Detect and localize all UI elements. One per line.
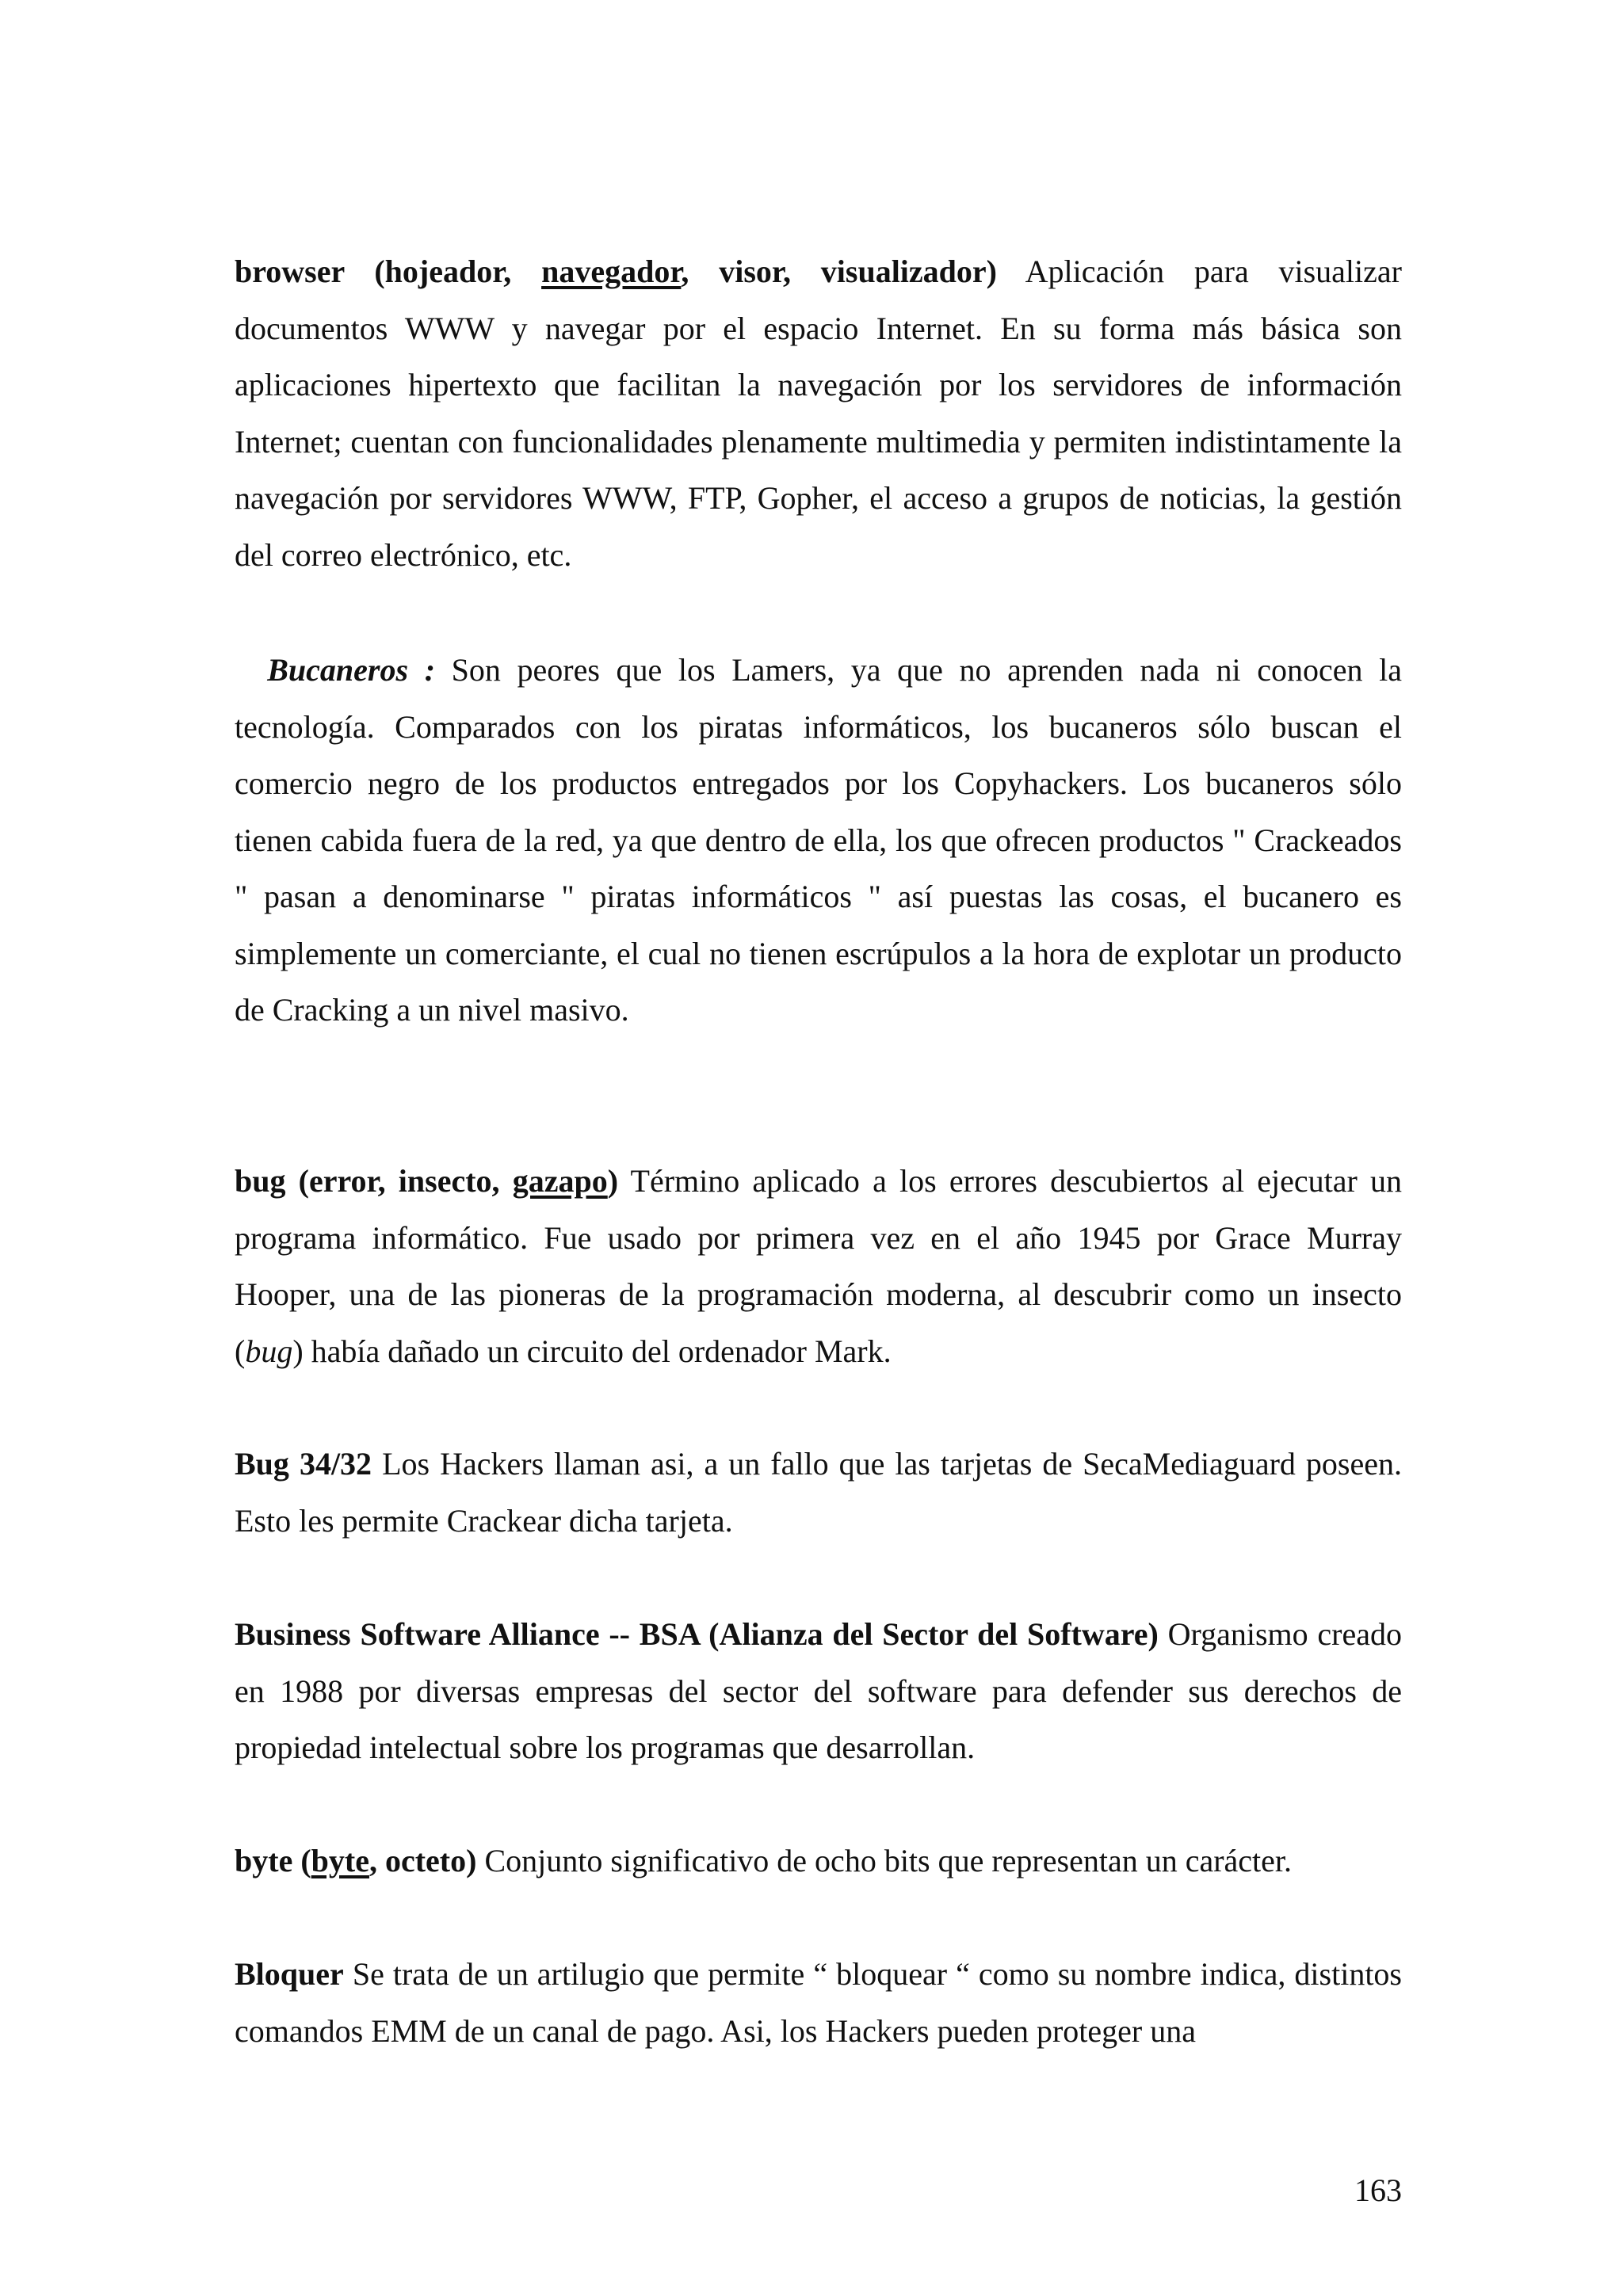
underlined-term: byte: [311, 1843, 369, 1878]
entry-term: Business Software Alliance -- BSA (Alianza del Sector del Software): [235, 1616, 1159, 1652]
entry-term: browser (hojeador, navegador, visor, visualizador): [235, 254, 997, 289]
glossary-entry-bloquer: [235, 1946, 1402, 2059]
glossary-entry-bug: [235, 1153, 1402, 1379]
entry-definition: Término aplicado a los errores descubiertos al ejecutar un programa informático. Fue usado por primera vez en el año 1945 por Grace Murray Hooper, una de las pioneras de la programación moderna, al descubrir como un insecto (: [235, 1163, 1403, 1369]
entry-term: Bucaneros :: [267, 652, 436, 688]
underlined-term: navegador: [541, 254, 682, 289]
page-number: 163: [1354, 2172, 1402, 2208]
entry-definition-end: ) había dañado un circuito del ordenador Mark.: [292, 1333, 892, 1369]
italic-word: bug: [245, 1333, 293, 1369]
underlined-term: gazapo: [512, 1163, 608, 1199]
entry-definition: Son peores que los Lamers, ya que no aprenden nada ni conocen la tecnología. Comparados con los piratas informáticos, los bucaneros sólo buscan el comercio negro de los productos entregados por los Copyhackers. Los bucaneros sólo tienen cabida fuera de la red, ya que dentro de ella, los que ofrecen productos " Crackeados " pasan a denominarse " piratas informáticos " así puestas las cosas, el bucanero es simplemente un comerciante, el cual no tienen escrúpulos a la hora de explotar un producto de Cracking a un nivel masivo.: [235, 652, 1402, 1028]
glossary-entry-bucaneros: [235, 642, 1402, 1039]
entry-term: Bug 34/32: [235, 1446, 372, 1482]
entry-term: Bloquer: [235, 1956, 344, 1992]
glossary-entry-bug-34-32: [235, 1436, 1402, 1549]
entry-definition: Organismo creado en 1988 por diversas empresas del sector del software para defender sus derechos de propiedad intelectual sobre los programas que desarrollan.: [235, 1616, 1402, 1765]
entry-definition: Aplicación para visualizar documentos WWW y navegar por el espacio Internet. En su forma más básica son aplicaciones hipertexto que facilitan la navegación por los servidores de información Internet; cuentan con funcionalidades plenamente multimedia y permiten indistintamente la navegación por servidores WWW, FTP, Gopher, el acceso a grupos de noticias, la gestión del correo electrónico, etc.: [235, 254, 1402, 573]
entry-definition: Conjunto significativo de ocho bits que representan un carácter.: [476, 1843, 1293, 1878]
glossary-entry-browser: [235, 243, 1402, 583]
glossary-entry-byte: [235, 1833, 1402, 1890]
glossary-entry-bsa: [235, 1606, 1402, 1776]
entry-definition: Se trata de un artilugio que permite “ bloquear “ como su nombre indica, distintos comandos EMM de un canal de pago. Asi, los Hackers pueden proteger una: [235, 1956, 1402, 2049]
entry-definition: Los Hackers llaman asi, a un fallo que las tarjetas de SecaMediaguard poseen. Esto les permite Crackear dicha tarjeta.: [235, 1446, 1402, 1539]
entry-term: byte (byte, octeto): [235, 1843, 477, 1878]
entry-term: bug (error, insecto, gazapo): [235, 1163, 619, 1199]
